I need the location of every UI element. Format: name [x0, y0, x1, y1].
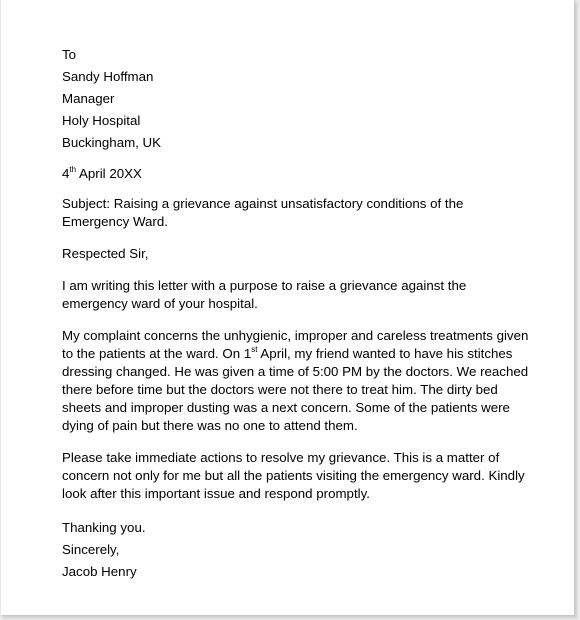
date-month-year: April 20XX — [76, 166, 142, 181]
spacer — [62, 263, 534, 277]
spacer — [62, 435, 534, 449]
closing-sincerely: Sincerely, — [62, 542, 120, 557]
spacer — [62, 185, 534, 195]
paragraph-3: Please take immediate actions to resolve my grievance. This is a matter of concern not only for me but all the patients visiting the emergency ward. Kindly look after this important issue and respond promptly. — [62, 450, 525, 501]
spacer — [62, 503, 534, 517]
to-label: To — [62, 47, 77, 62]
subject-line: Subject: Raising a grievance against unsatisfactory conditions of the Emergency Ward. — [62, 196, 464, 229]
letter-date — [62, 163, 534, 185]
spacer — [62, 154, 534, 163]
recipient-title: Manager — [62, 91, 115, 106]
signature-name: Jacob Henry — [62, 564, 137, 579]
paragraph-2 — [62, 327, 534, 435]
recipient-name: Sandy Hoffman — [62, 69, 154, 84]
recipient-organization: Holy Hospital — [62, 113, 141, 128]
letter-content — [62, 44, 534, 583]
paragraph-2-part-2: April, my friend wanted to have his stitches dressing changed. He was given a time of 5:00 PM by the doctors. We reached there before time but the doctors were not there to treat him. The dirty bed sheets and improper dusting was a next concern. Some of the patients were dying of pain but there was no one to attend them. — [62, 346, 529, 433]
date-day-suffix: th — [69, 164, 77, 174]
spacer — [62, 231, 534, 245]
paragraph-2-superscript: st — [251, 344, 258, 354]
date-day: 4 — [62, 166, 70, 181]
paragraph-2-part-1: My complaint concerns the unhygienic, improper and careless treatments given to the patients at the ward. On 1 — [62, 328, 529, 361]
spacer — [62, 313, 534, 327]
letter-page — [1, 0, 575, 616]
recipient-location: Buckingham, UK — [62, 135, 162, 150]
paragraph-1: I am writing this letter with a purpose to raise a grievance against the emergency ward of your hospital. — [62, 278, 467, 311]
salutation: Respected Sir, — [62, 246, 149, 261]
closing-thanks: Thanking you. — [62, 520, 146, 535]
